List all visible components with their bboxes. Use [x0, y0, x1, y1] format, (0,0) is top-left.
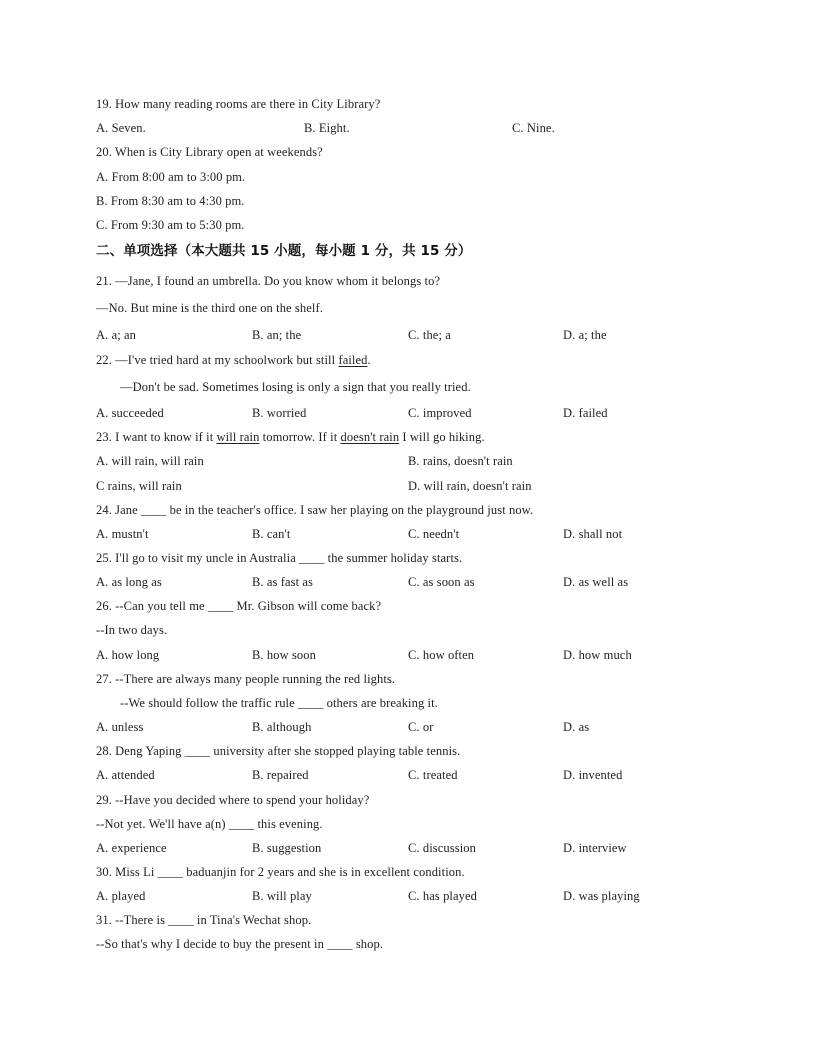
- section-heading: 二、单项选择（本大题共 15 小题，每小题 1 分，共 15 分）: [96, 243, 472, 259]
- q26-line1: 26. --Can you tell me ____ Mr. Gibson will come back?: [96, 599, 382, 613]
- q21-option-d: D. a; the: [563, 328, 607, 342]
- q19-option-b: B. Eight.: [304, 121, 350, 135]
- q23-stem: [96, 429, 485, 445]
- q28-option-d: D. invented: [563, 768, 623, 782]
- q24-option-b: B. can't: [252, 527, 291, 541]
- q23-stem-mid: tomorrow. If it: [259, 430, 341, 444]
- q22-line2: —Don't be sad. Sometimes losing is only a sign that you really tried.: [120, 380, 471, 394]
- q27-option-a: A. unless: [96, 720, 144, 734]
- q30-option-c: C. has played: [408, 889, 477, 903]
- q19-option-a: A. Seven.: [96, 121, 146, 135]
- q23-stem-start: 23. I want to know if it: [96, 430, 217, 444]
- q25-option-d: D. as well as: [563, 575, 629, 589]
- q27-option-c: C. or: [408, 720, 434, 734]
- q28-option-c: C. treated: [408, 768, 458, 782]
- q30-option-d: D. was playing: [563, 889, 640, 903]
- q31-line1: 31. --There is ____ in Tina's Wechat shop.: [96, 913, 312, 927]
- q19-option-c: C. Nine.: [512, 121, 555, 135]
- q27-option-b: B. although: [252, 720, 312, 734]
- q29-line1: 29. --Have you decided where to spend your holiday?: [96, 793, 370, 807]
- q22-line1: [96, 352, 371, 368]
- q25-option-c: C. as soon as: [408, 575, 475, 589]
- q21-option-c: C. the; a: [408, 328, 451, 342]
- q29-option-b: B. suggestion: [252, 841, 322, 855]
- q30-stem: 30. Miss Li ____ baduanjin for 2 years and she is in excellent condition.: [96, 865, 465, 879]
- q22-line1-text: 22. —I've tried hard at my schoolwork but still: [96, 353, 339, 367]
- q25-option-a: A. as long as: [96, 575, 162, 589]
- q29-option-d: D. interview: [563, 841, 627, 855]
- q24-option-c: C. needn't: [408, 527, 460, 541]
- q26-option-b: B. how soon: [252, 648, 316, 662]
- q19-stem: 19. How many reading rooms are there in City Library?: [96, 97, 381, 111]
- q22-option-c: C. improved: [408, 406, 472, 420]
- q30-option-a: A. played: [96, 889, 146, 903]
- q23-option-b: B. rains, doesn't rain: [408, 454, 513, 468]
- q28-option-b: B. repaired: [252, 768, 309, 782]
- q26-option-d: D. how much: [563, 648, 632, 662]
- q21-option-b: B. an; the: [252, 328, 302, 342]
- q24-option-a: A. mustn't: [96, 527, 149, 541]
- q30-option-b: B. will play: [252, 889, 312, 903]
- q28-stem: 28. Deng Yaping ____ university after she stopped playing table tennis.: [96, 744, 461, 758]
- q24-stem: 24. Jane ____ be in the teacher's office. I saw her playing on the playground just now.: [96, 503, 534, 517]
- q21-option-a: A. a; an: [96, 328, 137, 342]
- q22-option-a: A. succeeded: [96, 406, 164, 420]
- q28-option-a: A. attended: [96, 768, 155, 782]
- q24-option-d: D. shall not: [563, 527, 623, 541]
- q22-underlined-word: failed: [338, 353, 368, 367]
- q20-option-a: A. From 8:00 am to 3:00 pm.: [96, 170, 246, 184]
- q25-stem: 25. I'll go to visit my uncle in Australia ____ the summer holiday starts.: [96, 551, 463, 565]
- q29-option-a: A. experience: [96, 841, 167, 855]
- q23-option-d: D. will rain, doesn't rain: [408, 479, 532, 493]
- q21-line1: 21. —Jane, I found an umbrella. Do you know whom it belongs to?: [96, 274, 441, 288]
- q23-underlined-1: will rain: [216, 430, 260, 444]
- q25-option-b: B. as fast as: [252, 575, 314, 589]
- q20-option-b: B. From 8:30 am to 4:30 pm.: [96, 194, 245, 208]
- q23-stem-end: I will go hiking.: [399, 430, 485, 444]
- q26-option-a: A. how long: [96, 648, 160, 662]
- q29-line2: --Not yet. We'll have a(n) ____ this evening.: [96, 817, 323, 831]
- q20-stem: 20. When is City Library open at weekends?: [96, 145, 323, 159]
- q27-line2: --We should follow the traffic rule ____ others are breaking it.: [120, 696, 438, 710]
- q21-line2: —No. But mine is the third one on the shelf.: [96, 301, 323, 315]
- q27-line1: 27. --There are always many people running the red lights.: [96, 672, 396, 686]
- q26-line2: --In two days.: [96, 623, 168, 637]
- q23-option-a: A. will rain, will rain: [96, 454, 204, 468]
- q20-option-c: C. From 9:30 am to 5:30 pm.: [96, 218, 245, 232]
- q29-option-c: C. discussion: [408, 841, 476, 855]
- q22-option-d: D. failed: [563, 406, 608, 420]
- q23-option-c: C rains, will rain: [96, 479, 182, 493]
- q23-underlined-2: doesn't rain: [340, 430, 400, 444]
- q26-option-c: C. how often: [408, 648, 475, 662]
- q22-line1-end: .: [367, 353, 371, 367]
- q27-option-d: D. as: [563, 720, 590, 734]
- q22-option-b: B. worried: [252, 406, 307, 420]
- q31-line2: --So that's why I decide to buy the present in ____ shop.: [96, 937, 384, 951]
